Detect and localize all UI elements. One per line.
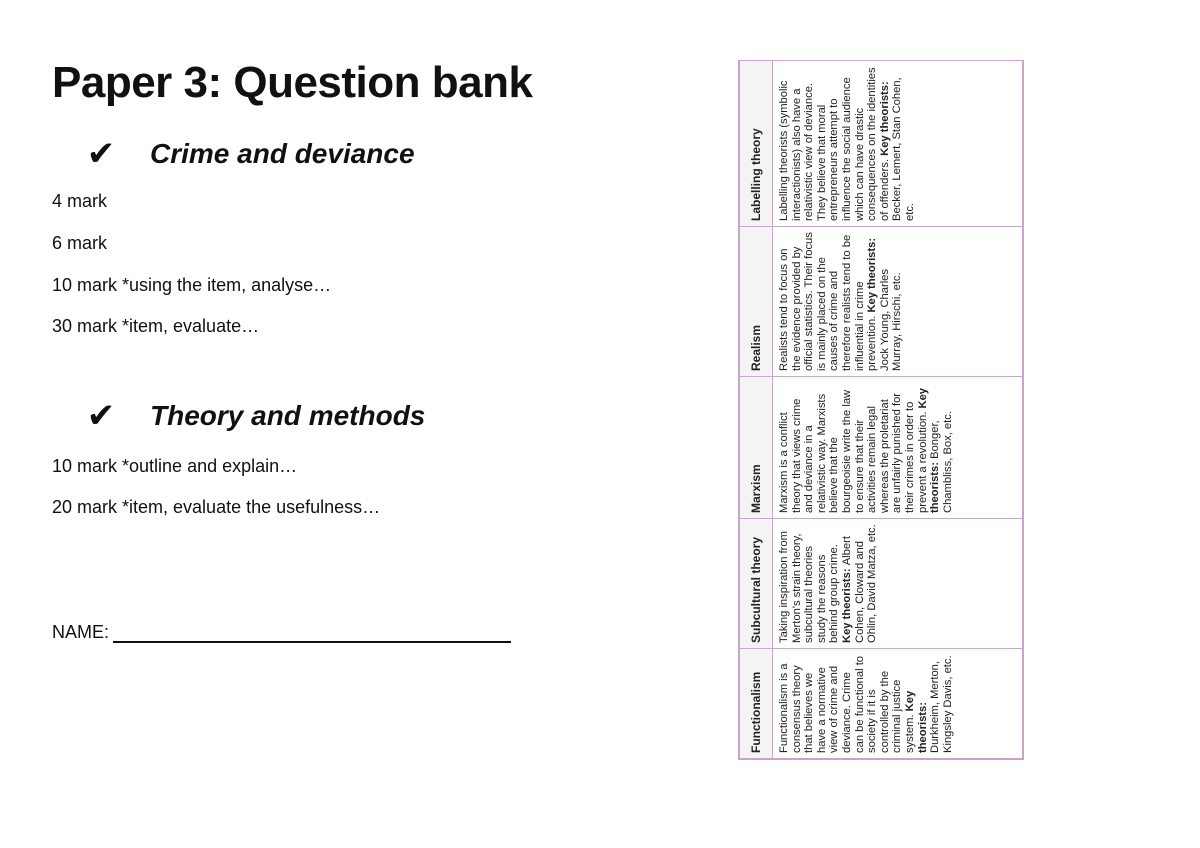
key-theorists-label: Key theorists: xyxy=(878,81,891,156)
table-header-row xyxy=(740,61,773,759)
key-theorists-text: Albert Cohen, Cloward and Ohlin, David Matza, etc. xyxy=(840,524,879,643)
theory-table xyxy=(739,60,1023,759)
theory-description: Taking inspiration from Merton's strain theory, subcultural theories study the reasons behind group crime. xyxy=(778,531,841,643)
table-cell xyxy=(773,649,1023,759)
question-type-item: 4 mark xyxy=(52,191,108,211)
theory-table-image xyxy=(738,60,1024,760)
table-cell xyxy=(773,377,1023,519)
section-theory-and-methods xyxy=(52,396,425,436)
key-theorists-label: Key theorists: xyxy=(916,387,942,513)
key-theorists-text: Durkheim, Merton, Kingsley Davis, etc. xyxy=(929,655,954,753)
section-heading: Theory and methods xyxy=(150,400,426,431)
question-type-item: 10 mark *using the item, analyse… xyxy=(52,275,332,295)
column-header: Marxism xyxy=(740,377,773,519)
question-type-item: 20 mark *item, evaluate the usefulness… xyxy=(52,497,381,517)
checkmark-icon: ✔ xyxy=(86,134,116,174)
table-cell xyxy=(773,61,1023,227)
key-theorists-label: Key theorists: xyxy=(866,237,879,313)
key-theorists-text: Jock Young, Charles Murray, Hirschi, etc. xyxy=(878,269,904,371)
table-row xyxy=(773,61,1023,759)
question-type-item: 10 mark *outline and explain… xyxy=(52,456,298,476)
name-label: NAME: xyxy=(52,622,110,642)
column-header: Realism xyxy=(740,227,773,377)
column-header: Subcultural theory xyxy=(740,519,773,649)
column-header: Functionalism xyxy=(740,649,773,759)
section-crime-and-deviance xyxy=(52,134,415,174)
name-underline[interactable] xyxy=(113,623,511,643)
key-theorists-label: Key theorists: xyxy=(840,565,853,643)
checkmark-icon: ✔ xyxy=(86,396,116,436)
question-type-item: 30 mark *item, evaluate… xyxy=(52,316,260,336)
question-type-item: 6 mark xyxy=(52,233,108,253)
table-cell xyxy=(773,227,1023,377)
key-theorists-text: Bonger, Chambliss, Box, etc. xyxy=(929,411,954,513)
column-header: Labelling theory xyxy=(740,61,773,227)
name-field xyxy=(52,622,511,643)
theory-description: Labelling theorists (symbolic interactionists) also have a relativistic view of deviance. They believe that moral entrepreneurs attempt to influence the social audience which can have drastic consequences on the identities of offenders. xyxy=(778,67,891,221)
section-heading: Crime and deviance xyxy=(150,138,415,169)
theory-description: Realists tend to focus on the evidence provided by official statistics. Their focus is mainly placed on the causes of crime and therefore realists tend to be influential in crime prevention. xyxy=(778,232,879,371)
table-cell xyxy=(773,519,1023,649)
key-theorists-label: Key theorists: xyxy=(903,690,929,753)
theory-description: Marxism is a conflict theory that views crime and deviance in a relativistic way. Marxists believe that the bourgeoisie write the law to ensure that their activities remain legal whereas the proletariat are unfairly punished for their crimes in order to prevent a revolution. xyxy=(778,389,929,513)
key-theorists-text: Becker, Lemert, Stan Cohen, etc. xyxy=(891,77,916,221)
theory-description: Functionalism is a consensus theory that believes we have a normative view of crime and deviance. Crime can be functional to society if it is controlled by the criminal justice system. xyxy=(778,655,916,753)
page-title: Paper 3: Question bank xyxy=(52,58,533,107)
